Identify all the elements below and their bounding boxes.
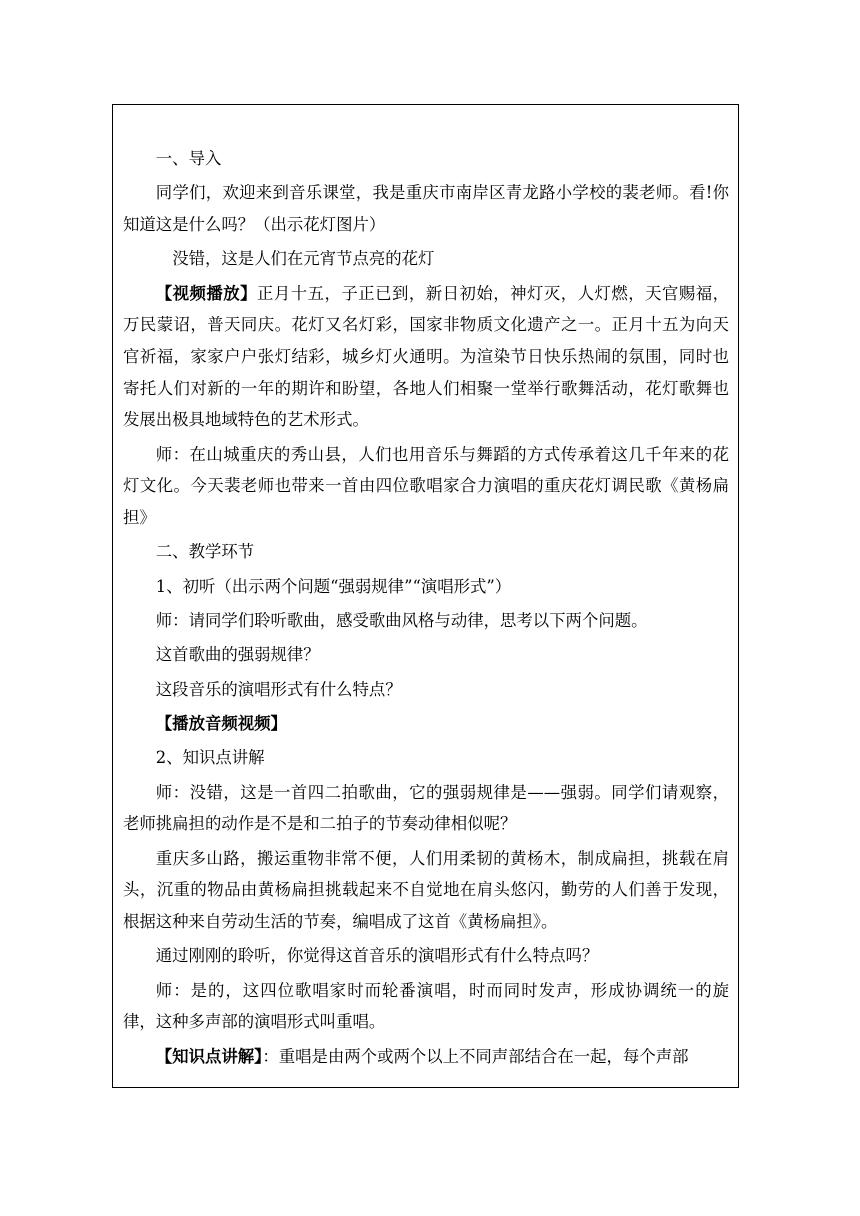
- paragraph-lantern: 没错，这是人们在元宵节点亮的花灯: [172, 249, 435, 269]
- paragraph-ensemble: 师：是的，这四位歌唱家时而轮番演唱，时而同时发声，形成协调统一的旋律，这种多声部的演唱形式叫重唱。: [123, 980, 729, 1032]
- paragraph-question-performance: 通过刚刚的聆听，你觉得这首音乐的演唱形式有什么特点吗？: [155, 946, 599, 966]
- video-playback-tag: 【视频播放】: [155, 283, 258, 303]
- paragraph-teacher-instruction: 师：请同学们聆听歌曲，感受歌曲风格与动律，思考以下两个问题。: [155, 610, 648, 630]
- paragraph-question-rhythm: 这首歌曲的强弱规律？: [155, 645, 320, 665]
- lesson-plan-table-cell: [112, 104, 739, 1088]
- lesson-plan-content: [123, 143, 729, 1075]
- play-audio-video-tag: 【播放音频视频】: [155, 714, 287, 734]
- paragraph-knowledge-explanation: 【知识点讲解】：重唱是由两个或两个以上不同声部结合在一起，每个声部: [155, 1046, 689, 1066]
- paragraph-chongqing-mountains: 重庆多山路，搬运重物非常不便，人们用柔韧的黄杨木，制成扁担，挑载在肩头，沉重的物品由黄杨扁担挑载起来不自觉地在肩头悠闪，勤劳的人们善于发现，根据这种来自劳动生活的节奏，编唱成了这首《黄杨扁担》。: [123, 848, 729, 932]
- paragraph-question-form: 这段音乐的演唱形式有什么特点？: [155, 679, 402, 699]
- section-heading-knowledge: 2、知识点讲解: [155, 748, 265, 768]
- paragraph-greeting: 同学们，欢迎来到音乐课堂，我是重庆市南岸区青龙路小学校的裴老师。看!你知道这是什么吗？（出示花灯图片）: [123, 183, 729, 234]
- knowledge-explanation-tag: 【知识点讲解】: [155, 1046, 263, 1066]
- paragraph-play-audio-video: [123, 708, 729, 740]
- paragraph-xiushan: 师：在山城重庆的秀山县，人们也用音乐与舞蹈的方式传承着这几千年来的花灯文化。今天裴老师也带来一首由四位歌唱家合力演唱的重庆花灯调民歌《黄杨扁担》: [123, 444, 729, 527]
- section-heading-teaching: 二、教学环节: [155, 542, 255, 562]
- paragraph-first-listen: 1、初听（出示两个问题“强弱规律”“演唱形式”）: [155, 576, 512, 596]
- paragraph-two-beat: 师：没错，这是一首四二拍歌曲，它的强弱规律是——强弱。同学们请观察，老师挑扁担的动作是不是和二拍子的节奏动律相似呢？: [123, 782, 729, 834]
- section-heading-intro: 一、导入: [155, 149, 222, 168]
- paragraph-video-playback: 【视频播放】正月十五，子正已到，新日初始，神灯灭，人灯燃，天官赐福，万民蒙诏，普天同庆。花灯又名灯彩，国家非物质文化遗产之一。正月十五为向天官祈福，家家户户张灯结彩，城乡灯火通明。为渲染节日快乐热闹的氛围，同时也寄托人们对新的一年的期许和盼望，各地人们相聚一堂举行歌舞活动，花灯歌舞也发展出极具地域特色的艺术形式。: [123, 283, 730, 430]
